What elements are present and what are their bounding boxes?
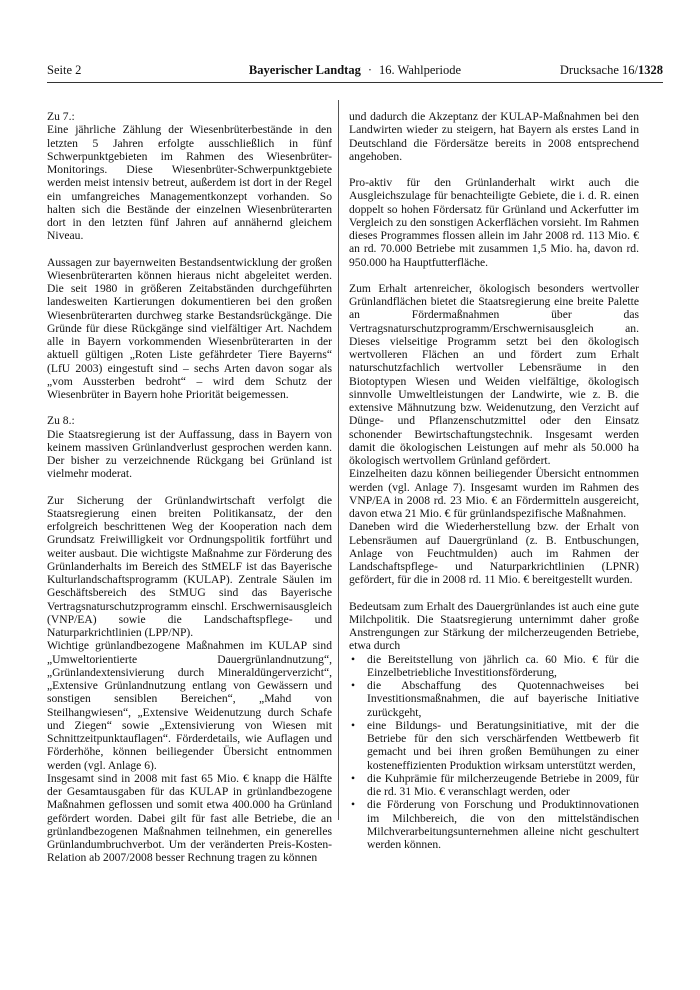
list-item-text: die Förderung von Forschung und Produktinnovationen im Milchbereich, die von den mittelständischen Milchverarbeitungsunternehmen alleine nicht geschultert werden können. <box>367 798 639 851</box>
parliament-name: Bayerischer Landtag <box>248 63 361 77</box>
document-number-prefix: Drucksache 16/ <box>559 63 638 77</box>
paragraph-text: Die Staatsregierung ist der Auffassung, dass in Bayern von keinem massiven Grünlandverlust gesprochen werden kann. Der bisher zu verzeichnende Rückgang bei Grünland ist vielmehr moderat. <box>47 427 332 481</box>
paragraph-text: Aussagen zur bayernweiten Bestandsentwicklung der großen Wiesenbrüterarten können hieraus nicht abgeleitet werden. Die seit 1980 in größeren Zeitabständen durchgeführten landesweiten Kartierungen dokumentieren bei den großen Wiesenbrüterarten durchweg starke Bestandsrückgänge. Die Gründe für diese Rückgänge sind vielfältiger Art. Nachdem alle in Bayern vorkommenden Wiesenbrüterarten in der aktuell gültigen „Roten Liste gefährdeter Tiere Bayerns“ (LfU 2003) eingestuft sind – sechs Arten davon sogar als „vom Aussterben bedroht“ – wird dem Schutz der Wiesenbrüter in Bayern hohe Priorität beigemessen. <box>47 255 332 401</box>
list-item-text: die Bereitstellung von jährlich ca. 60 Mio. € für die Einzelbetriebliche Investitionsförderung, <box>367 652 639 679</box>
bullet-symbol: • <box>351 652 356 666</box>
right-column <box>349 110 639 851</box>
list-item <box>349 772 639 799</box>
page-header <box>47 63 663 81</box>
section-heading: Zu 8.: <box>47 414 75 428</box>
column-divider <box>338 100 339 820</box>
paragraph <box>349 600 639 653</box>
list-item <box>349 653 639 680</box>
paragraph <box>349 110 639 163</box>
list-item <box>349 798 639 851</box>
section-heading: Zu 7.: <box>47 110 75 123</box>
paragraph <box>47 494 332 865</box>
paragraph <box>47 110 332 243</box>
paragraph-text: und dadurch die Akzeptanz der KULAP-Maßnahmen bei den Landwirten wieder zu steigern, hat Bayern als erstes Land in Deutschland die Fördersätze bereits in 2008 entsprechend angehoben. <box>349 110 639 163</box>
measures-list <box>349 653 639 852</box>
paragraph-text: Eine jährliche Zählung der Wiesenbrüterbestände in den letzten 5 Jahren erfolgte ausschließlich in fünf Schwerpunktgebieten im Rahmen des Wiesenbrüter-Monitorings. Diese Wiesenbrüter-Schwerpunktgebiete werden meist intensiv betreut, außerdem ist dort in der Regel ein umfangreiches Managementkonzept vorhanden. So halten sich die Bestände der einzelnen Wiesenbrüterarten dort in den letzten fünf Jahren auf annähernd gleichem Niveau. <box>47 123 332 243</box>
paragraph <box>47 414 332 480</box>
bullet-symbol: • <box>351 679 356 692</box>
list-item-text: die Abschaffung des Quotennachweises bei Investitionsmaßnahmen, die auf bayerische Initiative zurückgeht, <box>367 679 639 719</box>
legislative-period: 16. Wahlperiode <box>379 63 462 77</box>
document-number-value: 1328 <box>638 63 663 77</box>
paragraph-text: Pro-aktiv für den Grünlanderhalt wirkt auch die Ausgleichszulage für benachteiligte Gebiete, die i. d. R. einen doppelt so hohen Fördersatz für Grünland und Ackerfutter im Vergleich zu den sonstigen Ackerflächen vorsieht. Im Rahmen dieses Programmes flossen allein im Jahr 2008 rd. 113 Mio. € an rd. 70.000 Betriebe mit zusammen 1,5 Mio. ha, davon rd. 950.000 ha Hauptfutterfläche. <box>349 176 639 269</box>
left-column <box>47 110 332 878</box>
paragraph <box>349 282 639 587</box>
page-number: Seite 2 <box>47 63 82 77</box>
paragraph-text: Zur Sicherung der Grünlandwirtschaft verfolgt die Staatsregierung einen breiten Politikansatz, der den erfolgreich beschrittenen Weg der Kooperation nach dem Grundsatz Freiwilligkeit vor Ordnungspolitik fortführt und weiter ausbaut. Die wichtigste Maßnahme zur Förderung des Grünlanderhalts im Bereich des StMELF ist das Bayerische Kulturlandschaftsprogramm (KULAP). Zentrale Säulen im Geschäftsbereich des StMUG sind das Bayerische Vertragsnaturschutzprogramm einschl. Erschwernisausgleich (VNP/EA) sowie die Landschaftspflege- und Naturparkrichtlinien (LPP/NP). Wichtige grünlandbezogene Maßnahmen im KULAP sind „Umweltorientierte Dauergrünlandnutzung“, „Grünlandextensivierung durch Mineraldüngerverzicht“, „Extensive Grünlandnutzung entlang von Gewässern und sonstigen sensiblen Bereichen“, „Mahd von Steilhangwiesen“, „Extensive Weidenutzung durch Schafe und Ziegen“ sowie „Extensivierung von Wiesen mit Schnittzeitpunktauflagen“. Förderdetails, wie Auflagen und Förderhöhe, können beiliegender Übersicht entnommen werden (vgl. Anlage 6). Insgesamt sind in 2008 mit fast 65 Mio. € knapp die Hälfte der Gesamtausgaben für das KULAP in grünlandbezogene Maßnahmen geflossen und somit etwa 400.000 ha Grünland gefördert worden. Dabei gilt für fast alle Betriebe, die an grünlandbezogenen Maßnahmen teilnehmen, ein generelles Grünlandumbruchverbot. Um der veränderten Preis-Kosten-Relation ab 2007/2008 besser Rechnung tragen zu können <box>47 493 332 865</box>
paragraph-text: Zum Erhalt artenreicher, ökologisch besonders wertvoller Grünlandflächen bietet die Staatsregierung eine breite Palette an Fördermaßnahmen über das Vertragsnaturschutzprogramm/Erschwernisausgleich an. Dieses vielseitige Programm setzt bei den ökologisch wertvolleren Flächen an und fördert zum Erhalt naturschutzfachlich wertvoller Lebensräume in den Biotoptypen Wiesen und Weiden vielfältige, ökologisch sinnvolle Umweltleistungen der Landwirte, wie z. B. die extensive Mähnutzung bzw. Weidenutzung, den Verzicht auf Dünge- und Pflanzenschutzmittel oder den Einsatz schonender Bewirtschaftungstechnik. Insgesamt werden damit die ökologischen Leistungen auf mehr als 50.000 ha ökologisch wertvollem Grünland gefördert. Einzelheiten dazu können beiliegender Übersicht entnommen werden (vgl. Anlage 7). Insgesamt wurden im Rahmen des VNP/EA in 2008 rd. 23 Mio. € an Fördermitteln ausgereicht, davon etwa 21 Mio. € für grünlandspezifische Maßnahmen. Daneben wird die Wiederherstellung bzw. der Erhalt von Lebensräumen auf Dauergrünland (z. B. Entbuschungen, Anlage von Feuchtmulden) auch im Rahmen der Landschaftspflege- und Naturparkrichtlinien (LPNR) gefördert, für die in 2008 rd. 11 Mio. € bereitgestellt wurden. <box>349 281 639 587</box>
list-item-text: die Kuhprämie für milcherzeugende Betriebe in 2009, für die rd. 31 Mio. € veranschlagt werden, oder <box>367 771 639 798</box>
header-rule <box>47 82 663 83</box>
document-number <box>560 63 663 78</box>
bullet-symbol: • <box>351 771 356 785</box>
paragraph <box>47 256 332 402</box>
header-separator: · <box>367 63 372 77</box>
paragraph <box>349 176 639 269</box>
paragraph-text: Bedeutsam zum Erhalt des Dauergrünlandes ist auch eine gute Milchpolitik. Die Staatsregierung unternimmt daher große Anstrengungen zur Stärkung der milcherzeugenden Betriebe, etwa durch <box>349 599 639 653</box>
list-item <box>349 719 639 772</box>
bullet-symbol: • <box>351 718 356 732</box>
list-item-text: eine Bildungs- und Beratungsinitiative, mit der die Betriebe für den sich verschärfenden Wettbewerb fit gemacht und bei ihren großen Bemühungen zu einer kosteneffizienten Produktion wirksam unterstützt werden, <box>367 718 639 772</box>
bullet-symbol: • <box>351 798 356 812</box>
list-item <box>349 679 639 719</box>
